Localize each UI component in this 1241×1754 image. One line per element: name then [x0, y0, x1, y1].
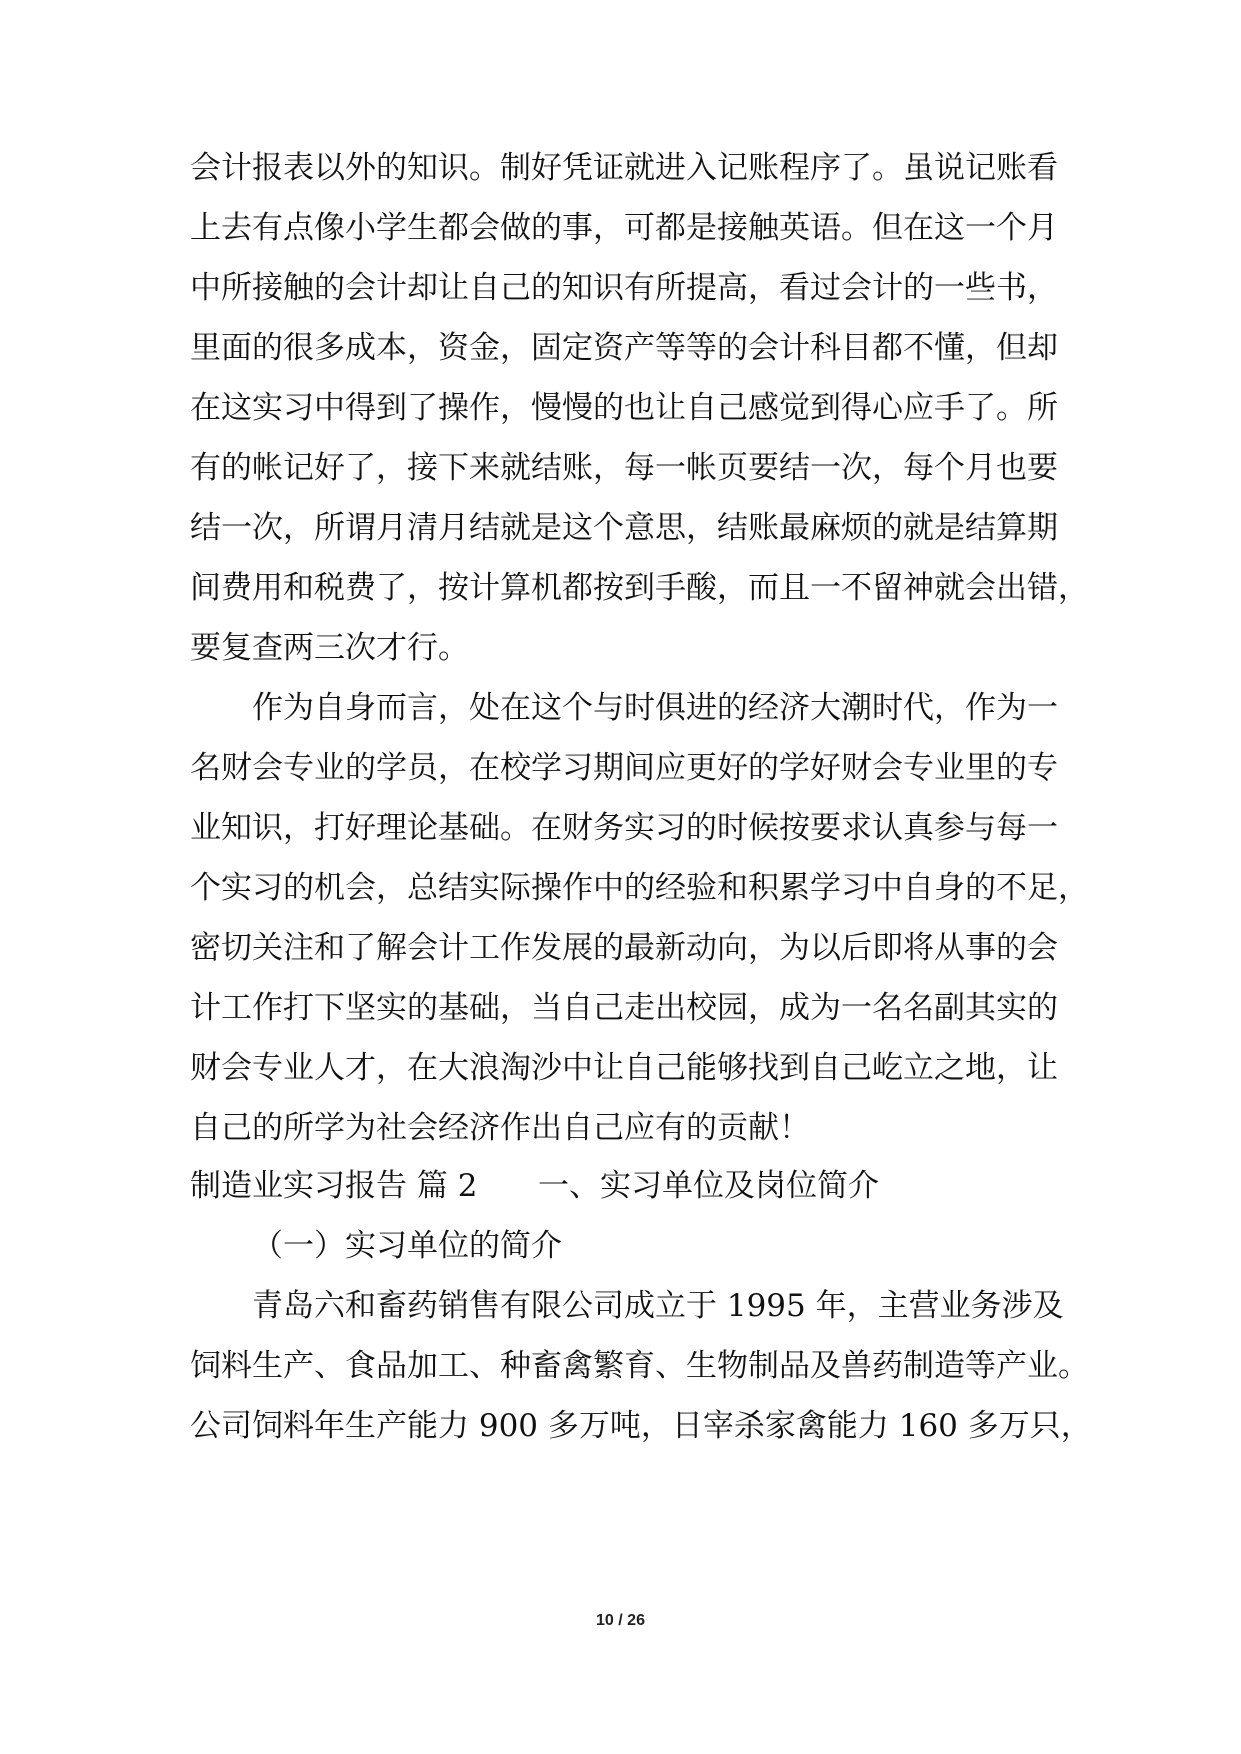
paragraph-line: 业知识，打好理论基础。在财务实习的时候按要求认真参与每一 — [190, 810, 1058, 846]
paragraph-line: 计工作打下坚实的基础，当自己走出校园，成为一名名副其实的 — [190, 990, 1058, 1026]
paragraph-line: 名财会专业的学员，在校学习期间应更好的学好财会专业里的专 — [190, 750, 1058, 786]
paragraph-line: 里面的很多成本，资金，固定资产等等的会计科目都不懂，但却 — [190, 330, 1058, 366]
section-heading: 一、实习单位及岗位简介 — [538, 1168, 879, 1204]
paragraph-line: 有的帐记好了，接下来就结账，每一帐页要结一次，每个月也要 — [190, 450, 1058, 486]
paragraph-line: 会计报表以外的知识。制好凭证就进入记账程序了。虽说记账看 — [190, 150, 1058, 186]
paragraph-line: 饲料生产、食品加工、种畜禽繁育、生物制品及兽药制造等产业。 — [190, 1348, 1089, 1384]
paragraph-line: 中所接触的会计却让自己的知识有所提高，看过会计的一些书， — [190, 270, 1058, 306]
paragraph-line: 个实习的机会，总结实际操作中的经验和积累学习中自身的不足， — [190, 870, 1089, 906]
paragraph-line: 要复查两三次才行。 — [190, 630, 469, 666]
paragraph-line: 自己的所学为社会经济作出自己应有的贡献！ — [190, 1110, 810, 1146]
paragraph-line: 作为自身而言，处在这个与时俱进的经济大潮时代，作为一 — [252, 690, 1058, 726]
page-number: 10 / 26 — [596, 1612, 645, 1629]
paragraph-line: 财会专业人才，在大浪淘沙中让自己能够找到自己屹立之地，让 — [190, 1050, 1058, 1086]
report-title: 制造业实习报告 篇 2 — [190, 1168, 478, 1204]
paragraph-line: 在这实习中得到了操作，慢慢的也让自己感觉到得心应手了。所 — [190, 390, 1058, 426]
paragraph-line: 上去有点像小学生都会做的事，可都是接触英语。但在这一个月 — [190, 210, 1058, 246]
paragraph-line: 结一次，所谓月清月结就是这个意思，结账最麻烦的就是结算期 — [190, 510, 1058, 546]
paragraph-line: 青岛六和畜药销售有限公司成立于 1995 年，主营业务涉及 — [252, 1288, 1064, 1324]
paragraph-line: 密切关注和了解会计工作发展的最新动向，为以后即将从事的会 — [190, 930, 1058, 966]
subsection-heading: （一）实习单位的简介 — [252, 1228, 562, 1264]
paragraph-line: 公司饲料年生产能力 900 多万吨，日宰杀家禽能力 160 多万只， — [190, 1408, 1092, 1444]
paragraph-line: 间费用和税费了，按计算机都按到手酸，而且一不留神就会出错， — [190, 570, 1089, 606]
